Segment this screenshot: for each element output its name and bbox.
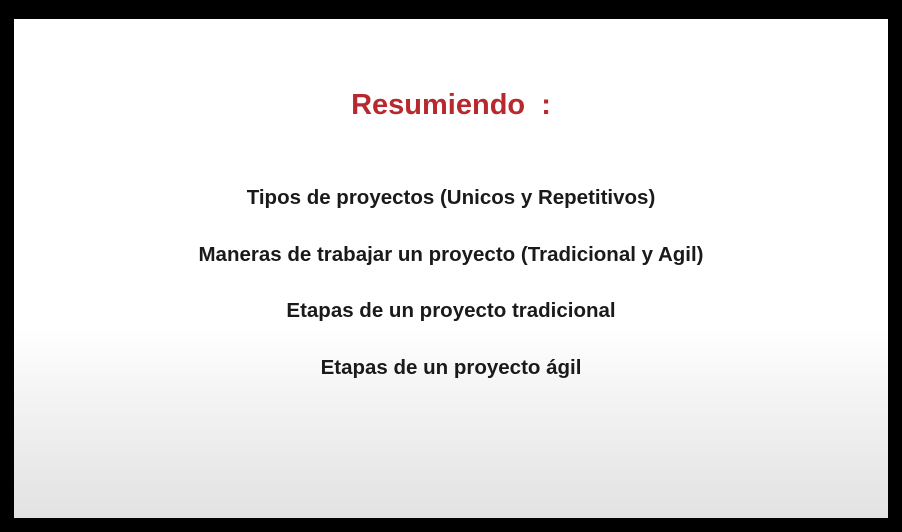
slide-title: Resumiendo : <box>351 89 551 121</box>
presentation-slide <box>14 19 888 518</box>
summary-item-traditional-stages: Etapas de un proyecto tradicional <box>286 299 616 322</box>
summary-list <box>14 183 888 409</box>
summary-item-agile-stages: Etapas de un proyecto ágil <box>320 355 582 379</box>
summary-item-project-types: Tipos de proyectos (Unicos y Repetitivos) <box>246 186 656 209</box>
summary-item-work-methods: Maneras de trabajar un proyecto (Tradicional y Agil) <box>198 242 704 266</box>
